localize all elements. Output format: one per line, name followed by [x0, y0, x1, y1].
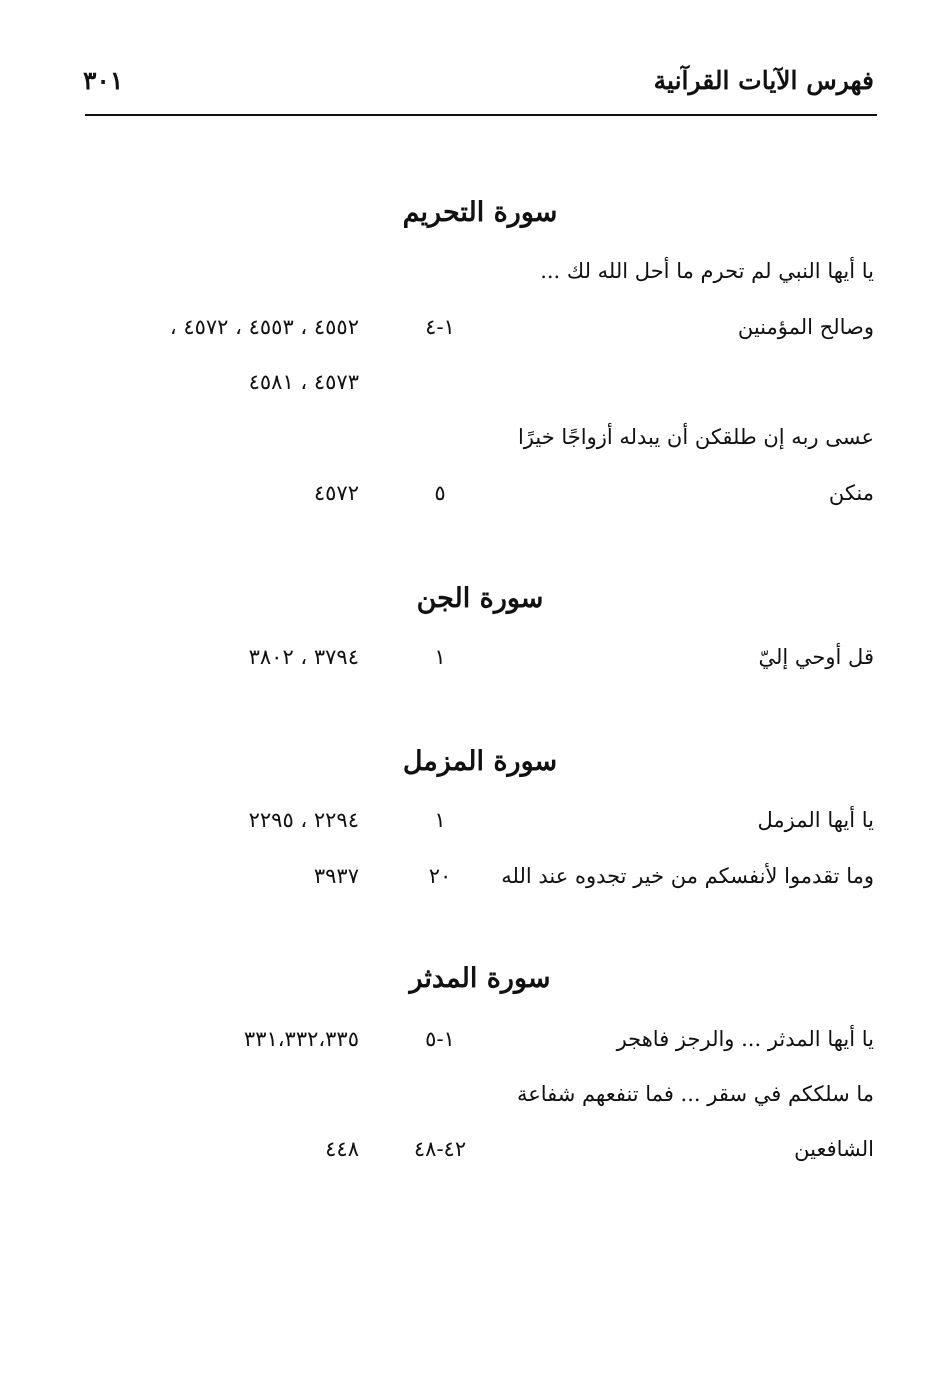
header-rule — [85, 114, 877, 116]
surah-title-jinn: سورة الجن — [416, 583, 544, 614]
ayah-number: ٢٠ — [428, 864, 452, 888]
ayah-number: ١ — [434, 645, 446, 669]
page-number: ٣٠١ — [83, 66, 124, 95]
reference-numbers: ٤٥٧٣ ، ٤٥٨١ — [248, 370, 359, 394]
reference-numbers: ٤٥٥٢ ، ٤٥٥٣ ، ٤٥٧٢ ، — [169, 315, 359, 339]
reference-numbers: ٣٩٣٧ — [313, 864, 359, 888]
ayah-number: ٤٢-٤٨ — [413, 1137, 467, 1161]
ayah-number: ١-٤ — [425, 315, 455, 339]
reference-numbers: ٤٥٧٢ — [313, 481, 359, 505]
ayah-number: ١ — [434, 808, 446, 832]
verse-text: يا أيها المزمل — [757, 808, 874, 832]
verse-text: قل أوحي إليّ — [758, 645, 874, 669]
verse-text: ما سلككم في سقر ... فما تنفعهم شفاعة — [516, 1082, 874, 1106]
verse-text: وما تقدموا لأنفسكم من خير تجدوه عند الله — [501, 864, 874, 888]
surah-title-tahrim: سورة التحريم — [402, 197, 558, 228]
page-header-title: فهرس الآيات القرآنية — [653, 66, 874, 95]
reference-numbers: ٣٣١،٣٣٢،٣٣٥ — [243, 1027, 359, 1051]
reference-numbers: ٣٧٩٤ ، ٣٨٠٢ — [248, 645, 359, 669]
surah-title-muzzammil: سورة المزمل — [402, 746, 558, 777]
verse-text: منكن — [828, 481, 874, 505]
verse-text: وصالح المؤمنين — [737, 315, 874, 339]
verse-text: عسى ربه إن طلقكن أن يبدله أزواجًا خيرًا — [517, 425, 874, 449]
ayah-number: ٥ — [434, 481, 446, 505]
surah-title-muddaththir: سورة المدثر — [409, 963, 551, 994]
verse-text: يا أيها النبي لم تحرم ما أحل الله لك ... — [540, 259, 874, 283]
verse-text: يا أيها المدثر ... والرجز فاهجر — [616, 1027, 874, 1051]
reference-numbers: ٤٤٨ — [325, 1137, 359, 1161]
ayah-number: ١-٥ — [425, 1027, 455, 1051]
reference-numbers: ٢٢٩٤ ، ٢٢٩٥ — [248, 808, 359, 832]
verse-text: الشافعين — [794, 1137, 874, 1161]
